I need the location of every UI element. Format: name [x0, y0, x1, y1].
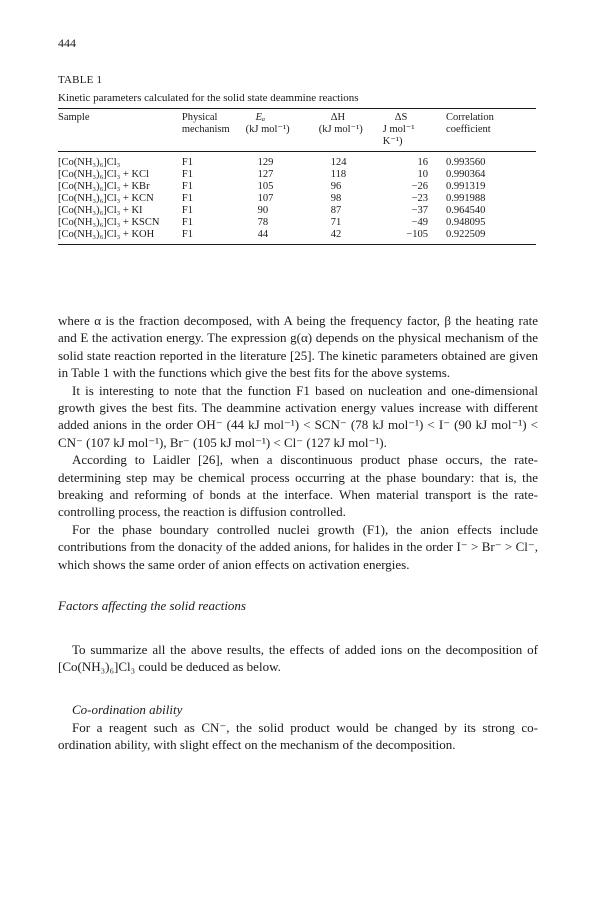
cell-sample: [Co(NH₃)₆]Cl₃ + KBr: [58, 181, 150, 192]
page-number: 444: [58, 36, 76, 50]
cell-sample: [Co(NH₃)₆]Cl₃ + KCl: [58, 169, 149, 180]
cell-ds: −49: [411, 217, 429, 228]
table-row: [58, 193, 536, 205]
cell-mechanism: F1: [181, 217, 193, 228]
cell-dh: 96: [330, 181, 342, 192]
table-row: [58, 229, 536, 245]
cell-mechanism: F1: [181, 181, 193, 192]
paragraph-4: For the phase boundary controlled nuclei growth (F1), the anion effects include contributions from the donacity of the added anions, for halides in the order I⁻ > Br⁻ > Cl⁻, which shows the same order of anion effects on activation energies.: [58, 521, 538, 572]
cell-ea: 44: [257, 229, 269, 240]
paragraph-1: where α is the fraction decomposed, with A being the frequency factor, β the heating rate and E the activation energy. The expression g(α) depends on the physical mechanism of the solid state reaction reported in the literature [25]. The kinetic parameters obtained are given in Table 1 with the functions which give the best fits for the above systems.: [58, 313, 538, 381]
cell-ea: 78: [257, 217, 269, 228]
cell-dh: 118: [330, 169, 347, 180]
cell-ds: −23: [411, 193, 429, 204]
cell-dh: 42: [330, 229, 342, 240]
cell-cc: 0.991988: [446, 193, 486, 204]
cell-mechanism: F1: [181, 169, 193, 180]
paragraph-5: To summarize all the above results, the effects of added ions on the decomposition of [Co(NH₃)₆]Cl₃ could be deduced as below.: [58, 641, 538, 674]
cell-sample: [Co(NH₃)₆]Cl₃ + KCN: [58, 193, 154, 204]
cell-mechanism: F1: [181, 193, 193, 204]
cell-dh: 71: [330, 217, 342, 228]
table-label: TABLE 1: [58, 74, 103, 86]
cell-sample: [Co(NH₃)₆]Cl₃ + KOH: [58, 229, 155, 240]
header-sample: Sample: [58, 112, 90, 123]
cell-ea: 107: [257, 193, 274, 204]
table-header-row: [58, 109, 536, 152]
cell-ea: 105: [257, 181, 274, 192]
cell-sample: [Co(NH₃)₆]Cl₃ + KI: [58, 205, 143, 216]
cell-ds: −105: [406, 229, 429, 240]
cell-ds: −26: [411, 181, 429, 192]
cell-sample: [Co(NH₃)₆]Cl₃ + KSCN: [58, 217, 160, 228]
header-mechanism: Physical mechanism: [181, 112, 230, 135]
cell-cc: 0.991319: [446, 181, 486, 192]
cell-ea: 127: [257, 169, 274, 180]
cell-mechanism: F1: [181, 205, 193, 216]
header-activation-energy: Eₐ (kJ mol⁻¹): [245, 112, 290, 135]
cell-dh: 124: [330, 157, 347, 168]
cell-cc: 0.922509: [446, 229, 486, 240]
cell-sample: [Co(NH₃)₆]Cl₃: [58, 157, 121, 168]
cell-dh: 98: [330, 193, 342, 204]
header-entropy: ΔS J mol⁻¹ K⁻¹): [382, 112, 415, 147]
cell-cc: 0.964540: [446, 205, 486, 216]
cell-ds: −37: [411, 205, 429, 216]
table-row: [58, 217, 536, 229]
cell-mechanism: F1: [181, 229, 193, 240]
cell-ea: 90: [257, 205, 269, 216]
header-correlation: Correlation coefficient: [446, 112, 494, 135]
table-row: [58, 152, 536, 170]
cell-cc: 0.948095: [446, 217, 486, 228]
cell-ea: 129: [257, 157, 274, 168]
cell-cc: 0.993560: [446, 157, 486, 168]
cell-cc: 0.990364: [446, 169, 486, 180]
cell-dh: 87: [330, 205, 342, 216]
table-row: [58, 181, 536, 193]
paragraph-3: According to Laidler [26], when a discontinuous product phase occurs, the rate-determining step may be chemical process occurring at the phase boundary: that is, the breaking and reforming of bonds at the interface. When material transport is the rate-controlling process, the reaction is diffusion controlled.: [58, 452, 538, 520]
section-heading: Factors affecting the solid reactions: [58, 598, 246, 614]
paragraph-2: It is interesting to note that the function F1 based on nucleation and one-dimensional growth gives the best fits. The deammine activation energy values increase with different added anions in the order OH⁻ (44 kJ mol⁻¹) < SCN⁻ (78 kJ mol⁻¹) < I⁻ (90 kJ mol⁻¹) < CN⁻ (107 kJ mol⁻¹), Br⁻ (105 kJ mol⁻¹) < Cl⁻ (127 kJ mol⁻¹).: [58, 382, 538, 450]
table-row: [58, 205, 536, 217]
cell-mechanism: F1: [181, 157, 193, 168]
subsection-heading: Co-ordination ability: [72, 702, 183, 718]
cell-ds: 16: [417, 157, 429, 168]
table-caption: Kinetic parameters calculated for the solid state deammine reactions: [58, 92, 359, 104]
body-text: [58, 312, 538, 754]
header-enthalpy: ΔH (kJ mol⁻¹): [318, 112, 363, 135]
paragraph-6: For a reagent such as CN⁻, the solid product would be changed by its strong co-ordination ability, with slight effect on the mechanism of the decomposition.: [58, 719, 538, 753]
kinetic-parameters-table: [58, 108, 536, 245]
table-row: [58, 169, 536, 181]
cell-ds: 10: [417, 169, 429, 180]
